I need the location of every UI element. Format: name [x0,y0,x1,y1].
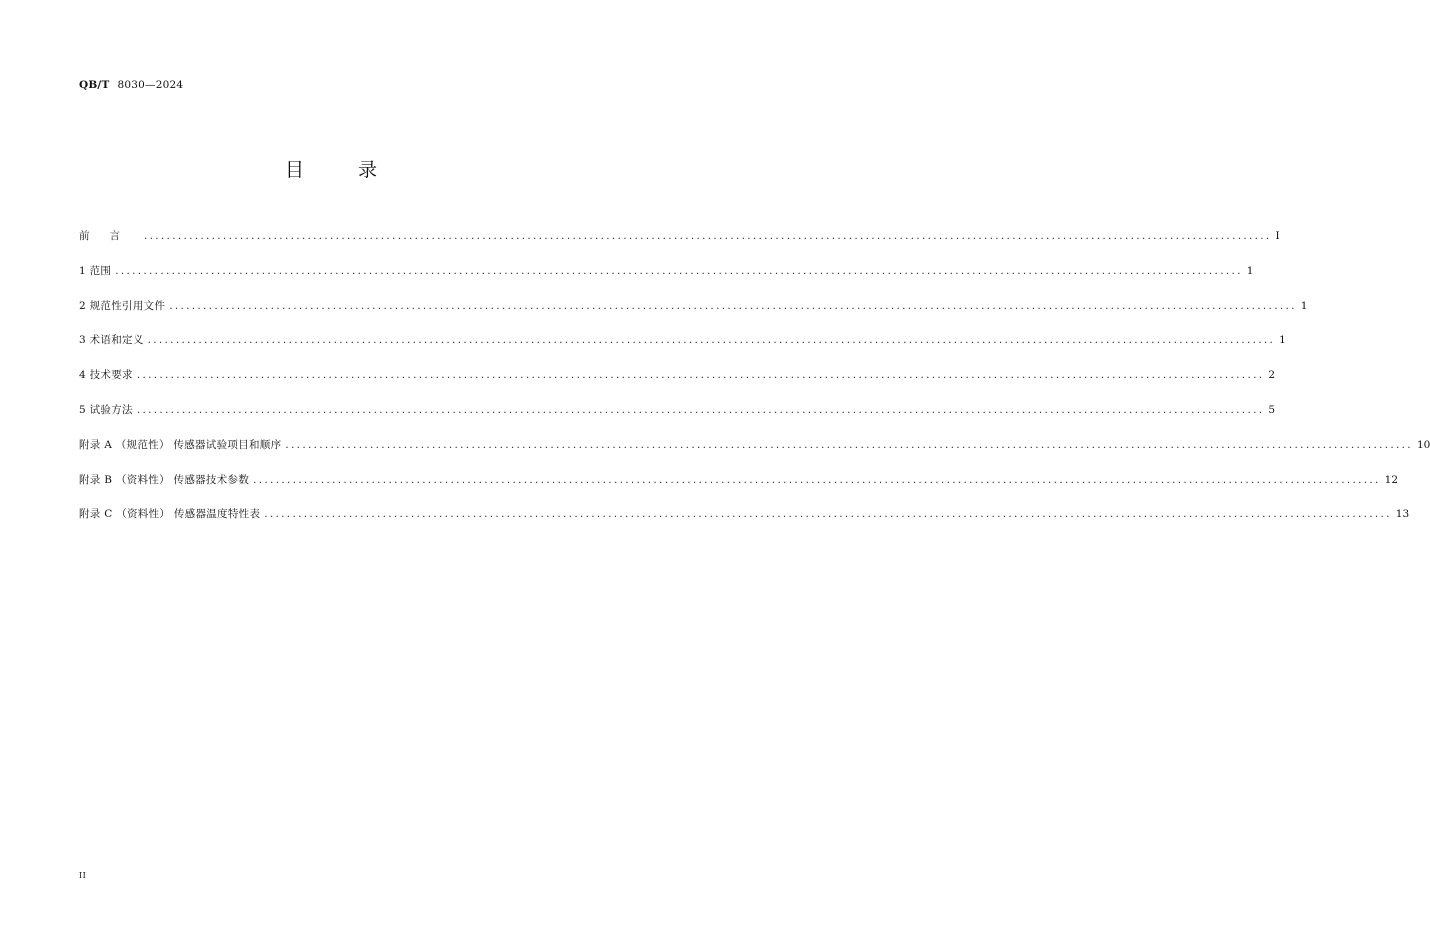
toc-leader-dots: ........................................................................................................................................................................................................ [285,438,1413,451]
toc-leader-dots: ........................................................................................................................................................................................................ [136,403,1265,416]
toc-leader-dots: ........................................................................................................................................................................................................ [169,299,1297,312]
toc-entry-page: 1 [1300,299,1308,312]
standard-code-number: 8030—2024 [117,79,184,91]
toc-entry[interactable] [79,367,1276,402]
toc-entry-label: 附录 C （资料性） 传感器温度特性表 [79,508,261,521]
toc-entry-label: 5 试验方法 [79,403,133,416]
toc-leader-dots: ........................................................................................................................................................................................................ [136,369,1265,382]
toc-entry-label: 前言 [79,230,140,242]
toc-leader-dots: ........................................................................................................................................................................................................ [147,334,1276,347]
toc-entry-label: 4 技术要求 [79,369,133,382]
standard-code [79,79,183,91]
toc-entry[interactable] [79,332,1286,367]
toc-entry-page: 5 [1268,403,1276,416]
toc-entry[interactable] [79,506,1410,541]
standard-code-prefix: QB/T [79,79,110,91]
toc-entry-label: 附录 B （资料性） 传感器技术参数 [79,473,250,486]
toc-entry[interactable] [79,228,1280,263]
toc-entry-page: 1 [1279,334,1286,347]
toc-entry-label: 2 规范性引用文件 [79,299,166,312]
table-of-contents [79,228,1430,541]
page-title: 目 录 [284,159,402,181]
toc-entry[interactable] [79,437,1430,472]
toc-leader-dots: ........................................................................................................................................................................................................ [264,508,1392,521]
toc-entry-page: 13 [1395,508,1410,521]
toc-entry-page: 12 [1384,473,1399,486]
toc-entry[interactable] [79,402,1276,437]
toc-entry-label: 附录 A （规范性） 传感器试验项目和顺序 [79,438,282,451]
page-number: II [79,871,87,880]
toc-leader-dots: ........................................................................................................................................................................................................ [253,473,1381,486]
toc-entry[interactable] [79,472,1399,507]
toc-entry-page: 1 [1246,264,1254,277]
toc-leader-dots: ........................................................................................................................................................................................................ [115,264,1243,277]
toc-entry[interactable] [79,263,1254,298]
toc-entry-label: 1 范围 [79,264,112,277]
toc-entry[interactable] [79,298,1308,333]
toc-entry-page: 2 [1268,369,1276,382]
toc-entry-label: 3 术语和定义 [79,334,144,347]
toc-entry-page: 10 [1416,438,1430,451]
toc-leader-dots: ........................................................................................................................................................................................................ [144,230,1272,242]
toc-entry-page: I [1275,230,1280,242]
